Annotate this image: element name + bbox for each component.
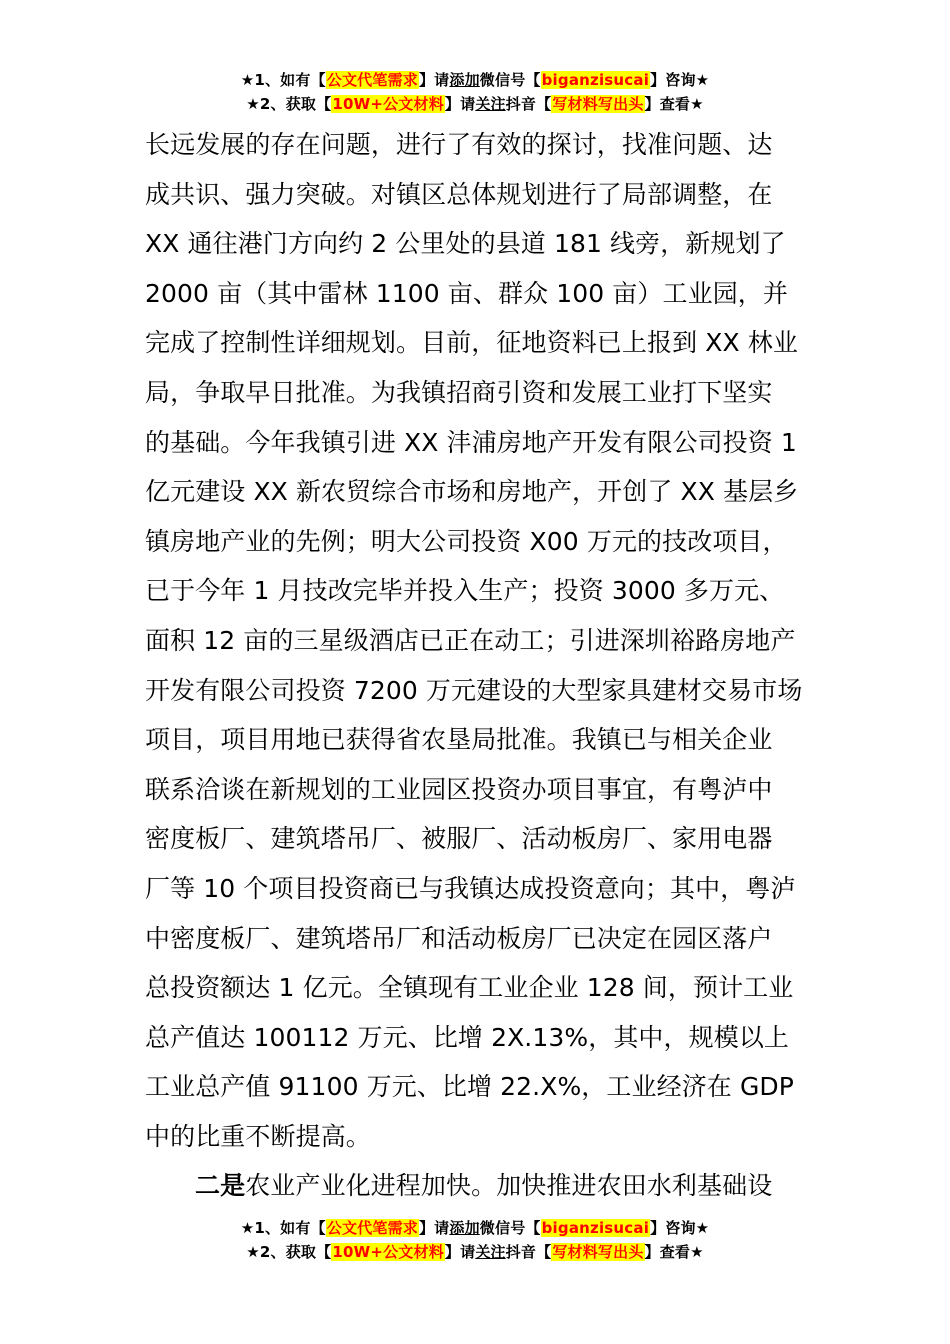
body-line: 长远发展的存在问题，进行了有效的探讨，找准问题、达 [145, 130, 773, 159]
body-line: 开发有限公司投资 7200 万元建设的大型家具建材交易市场 [145, 675, 803, 705]
body-line: 镇房地产业的先例；明大公司投资 X00 万元的技改项目， [145, 526, 788, 556]
body-line: 面积 12 亩的三星级酒店已正在动工；引进深圳裕路房地产 [145, 625, 796, 655]
body-line: 2000 亩（其中雷林 1100 亩、群众 100 亩）工业园，并 [145, 278, 788, 308]
banner-line-1: ★1、如有【公文代笔需求】请添加微信号【biganzisucai】咨询★ [240, 1219, 710, 1237]
header-banner [0, 68, 950, 116]
body-line: 工业总产值 91100 万元、比增 22.X%，工业经济在 GDP [145, 1072, 794, 1102]
body-line: 局，争取早日批准。为我镇招商引资和发展工业打下坚实 [145, 377, 773, 407]
body-line: 成共识、强力突破。对镇区总体规划进行了局部调整，在 [145, 179, 773, 209]
document-body [145, 120, 810, 1211]
body-line: 联系洽谈在新规划的工业园区投资办项目事宜，有粤泸中 [145, 774, 773, 804]
body-line: 中密度板厂、建筑塔吊厂和活动板房厂已决定在园区落户 [145, 923, 773, 953]
body-line: 总产值达 100112 万元、比增 2X.13%，其中，规模以上 [145, 1022, 790, 1052]
highlight-service: 公文代笔需求 [326, 1219, 418, 1237]
body-line: 亿元建设 XX 新农贸综合市场和房地产，开创了 XX 基层乡 [145, 477, 799, 507]
body-line: XX 通往港门方向约 2 公里处的县道 181 线旁，新规划了 [145, 229, 786, 259]
highlight-wechat-id: biganzisucai [541, 71, 650, 89]
highlight-wechat-id: biganzisucai [541, 1219, 650, 1237]
paragraph-lead: 二是 [195, 1171, 246, 1201]
banner-line-1: ★1、如有【公文代笔需求】请添加微信号【biganzisucai】咨询★ [240, 71, 710, 89]
highlight-douyin-id: 写材料写出头 [552, 1243, 644, 1261]
paragraph-start: 二是农业产业化进程加快。加快推进农田水利基础设 [195, 1171, 773, 1201]
banner-line-2: ★2、获取【10W+公文材料】请关注抖音【写材料写出头】查看★ [246, 95, 704, 113]
body-line: 中的比重不断提高。 [145, 1121, 371, 1151]
body-line: 已于今年 1 月技改完毕并投入生产；投资 3000 多万元、 [145, 576, 785, 606]
banner-line-2: ★2、获取【10W+公文材料】请关注抖音【写材料写出头】查看★ [246, 1243, 704, 1261]
body-line: 项目，项目用地已获得省农垦局批准。我镇已与相关企业 [145, 725, 773, 755]
footer-banner [0, 1216, 950, 1264]
highlight-materials: 10W+公文材料 [332, 95, 444, 113]
highlight-douyin-id: 写材料写出头 [552, 95, 644, 113]
body-line: 密度板厂、建筑塔吊厂、被服厂、活动板房厂、家用电器 [145, 824, 773, 854]
highlight-materials: 10W+公文材料 [332, 1243, 444, 1261]
highlight-service: 公文代笔需求 [326, 71, 418, 89]
body-line: 厂等 10 个项目投资商已与我镇达成投资意向；其中，粤泸 [145, 873, 796, 903]
body-line: 完成了控制性详细规划。目前，征地资料已上报到 XX 林业 [145, 328, 798, 358]
body-line: 的基础。今年我镇引进 XX 沣浦房地产开发有限公司投资 1 [145, 427, 797, 457]
body-line: 总投资额达 1 亿元。全镇现有工业企业 128 间，预计工业 [145, 973, 794, 1003]
